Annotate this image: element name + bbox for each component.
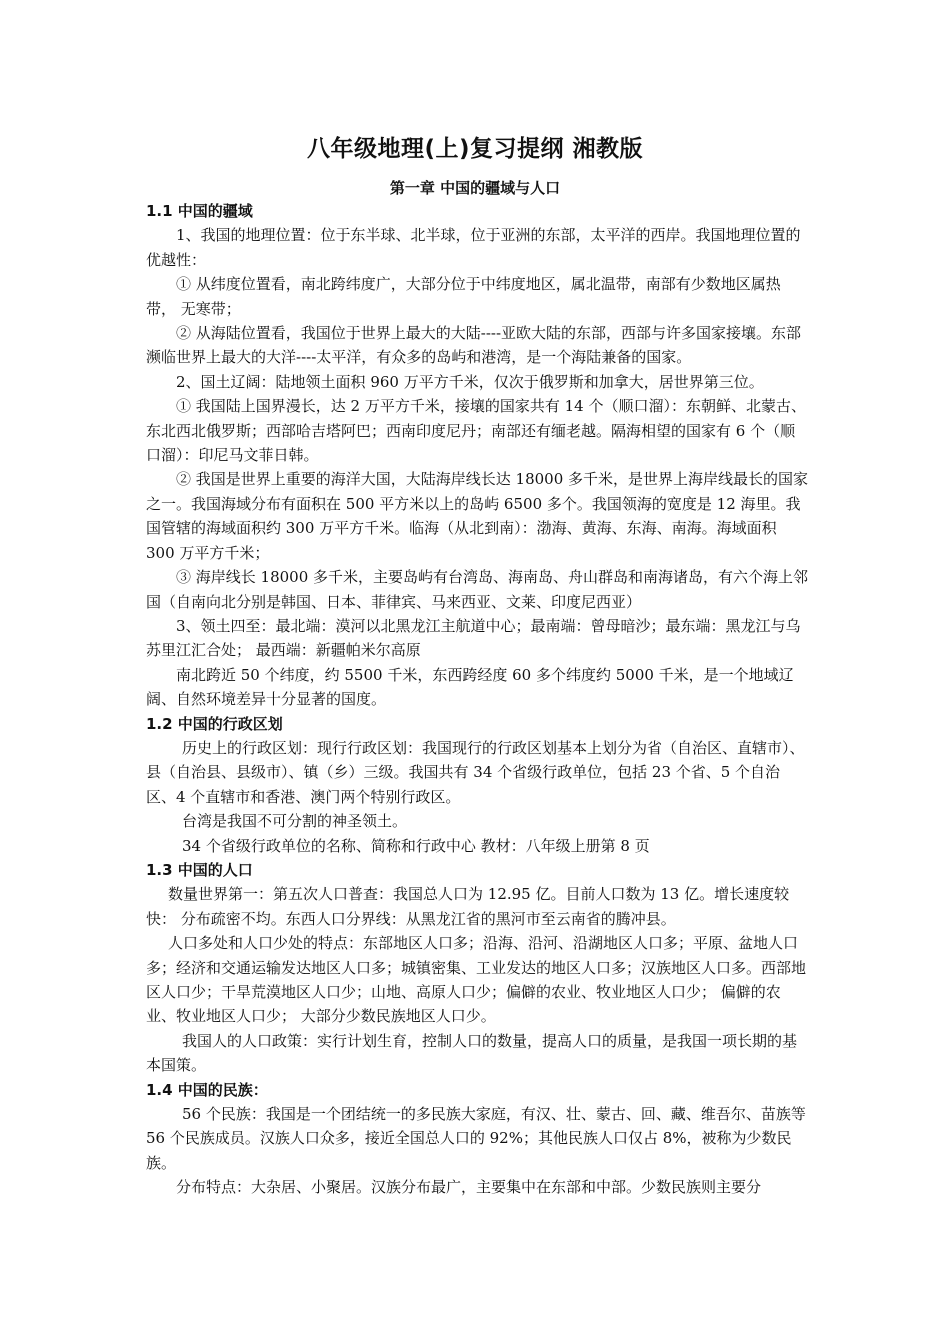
paragraph: 南北跨近 50 个纬度，约 5500 千米，东西跨经度 60 多个纬度约 5000 千米，是一个地域辽阔、自然环境差异十分显著的国度。 xyxy=(146,665,794,709)
paragraph: 台湾是我国不可分割的神圣领土。 xyxy=(182,812,408,831)
section-heading: 1.1 中国的疆域 xyxy=(146,202,253,220)
paragraph: 34 个省级行政单位的名称、简称和行政中心 教材：八年级上册第 8 页 xyxy=(182,836,650,855)
paragraph: 1、我国的地理位置：位于东半球、北半球，位于亚洲的东部，太平洋的西岸。我国地理位置的优越性： xyxy=(146,226,801,269)
section-heading: 1.4 中国的民族： xyxy=(146,1080,268,1099)
document-body xyxy=(146,199,810,1200)
paragraph: 3、领土四至：最北端：漠河以北黑龙江主航道中心；最南端：曾母暗沙；最东端：黑龙江与乌苏里江汇合处； 最西端：新疆帕米尔高原 xyxy=(146,616,801,660)
document-title: 八年级地理(上)复习提纲 湘教版 xyxy=(306,136,644,162)
paragraph: 人口多处和人口少处的特点：东部地区人口多；沿海、沿河、沿湖地区人口多；平原、盆地人口多；经济和交通运输发达地区人口多；城镇密集、工业发达的地区人口多；汉族地区人口多。西部地区人口少；干旱荒漠地区人口少；山地、高原人口少；偏僻的农业、牧业地区人口少； 偏僻的农业、牧业地区人口少； 大部分少数民族地区人口少。 xyxy=(146,934,807,1026)
paragraph: ① 我国陆上国界漫长，达 2 万平方千米，接壤的国家共有 14 个（顺口溜）：东朝鲜、北蒙古、东北西北俄罗斯；西部哈吉塔阿巴；西南印度尼丹；南部还有缅老越。隔海相望的国家有 6 个（顺口溜）：印尼马文菲日韩。 xyxy=(146,397,806,465)
paragraph: 我国人的人口政策：实行计划生育，控制人口的数量，提高人口的质量，是我国一项长期的基本国策。 xyxy=(146,1031,798,1075)
paragraph: 历史上的行政区划：现行行政区划：我国现行的行政区划基本上划分为省（自治区、直辖市）、县（自治县、县级市）、镇（乡）三级。我国共有 34 个省级行政单位，包括 23 个省、5 个自治区、4 个直辖市和香港、澳门两个特别行政区。 xyxy=(146,738,805,806)
paragraph: 数量世界第一：第五次人口普查：我国总人口为 12.95 亿。目前人口数为 13 亿。增长速度较快： 分布疏密不均。东西人口分界线：从黑龙江省的黑河市至云南省的腾冲县。 xyxy=(146,885,790,928)
paragraph: ② 我国是世界上重要的海洋大国，大陆海岸线长达 18000 多千米，是世界上海岸线最长的国家之一。我国海域分布有面积在 500 平方米以上的岛屿 6500 多个。我国领海的宽度是 12 海里。我国管辖的海域面积约 300 万平方千米。临海（从北到南）：渤海、黄海、东海、南海。海域面积 300 万平方千米； xyxy=(146,470,809,562)
paragraph: ③ 海岸线长 18000 多千米，主要岛屿有台湾岛、海南岛、舟山群岛和南海诸岛，有六个海上邻国（自南向北分别是韩国、日本、菲律宾、马来西亚、文莱、印度尼西亚） xyxy=(146,568,809,611)
paragraph: 分布特点：大杂居、小聚居。汉族分布最广，主要集中在东部和中部。少数民族则主要分 xyxy=(176,1178,762,1197)
paragraph: ① 从纬度位置看，南北跨纬度广，大部分位于中纬度地区，属北温带，南部有少数地区属热带， 无寒带； xyxy=(146,275,781,318)
paragraph: 2、国土辽阔：陆地领土面积 960 万平方千米，仅次于俄罗斯和加拿大，居世界第三位。 xyxy=(176,372,764,391)
section-heading: 1.2 中国的行政区划 xyxy=(146,714,283,733)
paragraph: 56 个民族：我国是一个团结统一的多民族大家庭，有汉、壮、蒙古、回、藏、维吾尔、苗族等 56 个民族成员。汉族人口众多，接近全国总人口的 92%；其他民族人口仅占 8%，被称为少数民族。 xyxy=(146,1105,806,1172)
chapter-heading: 第一章 中国的疆域与人口 xyxy=(389,179,561,197)
section-heading: 1.3 中国的人口 xyxy=(146,860,253,879)
paragraph: ② 从海陆位置看，我国位于世界上最大的大陆----亚欧大陆的东部，西部与许多国家接壤。东部濒临世界上最大的大洋----太平洋，有众多的岛屿和港湾，是一个海陆兼备的国家。 xyxy=(146,324,802,367)
